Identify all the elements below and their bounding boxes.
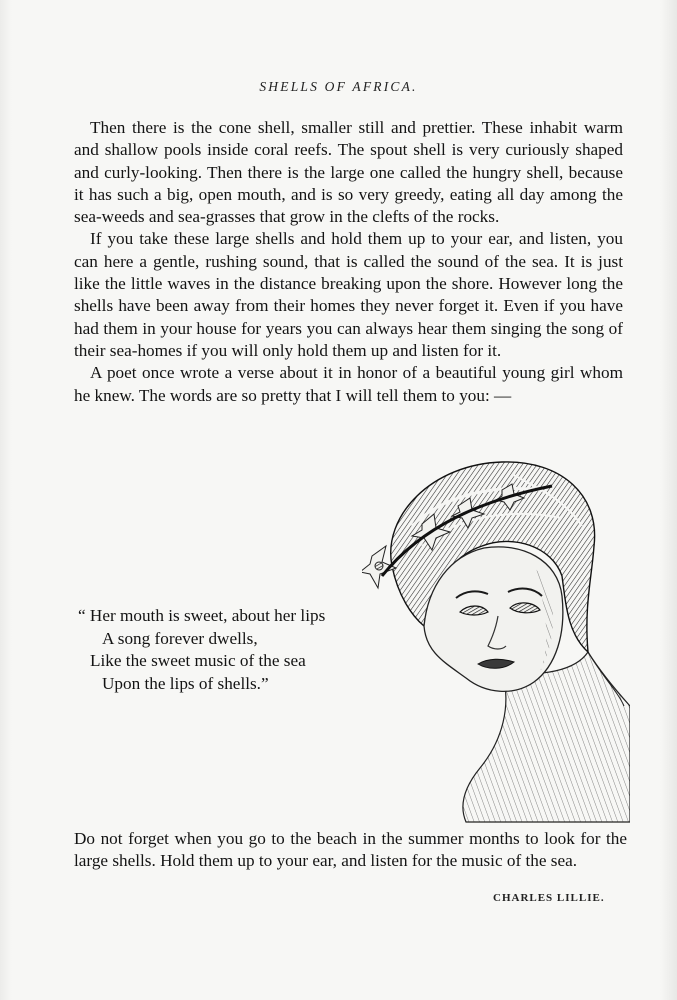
poem-line: Upon the lips of shells.” bbox=[102, 673, 269, 693]
portrait-illustration bbox=[362, 456, 630, 824]
poem-verse bbox=[78, 605, 378, 695]
poem-line: A song forever dwells, bbox=[102, 628, 258, 648]
author-signature: CHARLES LILLIE. bbox=[493, 892, 605, 904]
paragraph-cone-shell: Then there is the cone shell, smaller still and prettier. These inhabit warm and shallow pools inside coral reefs. The spout shell is very curiously shaped and curly-looking. Then there is the large one called the hungry shell, because it has such a big, open mouth, and is so very greedy, eating all day among the sea-weeds and sea-grasses that grow in the clefts of the rocks. bbox=[74, 118, 623, 227]
paragraph-poet-intro: A poet once wrote a verse about it in honor of a beautiful young girl whom he knew. The words are so pretty that I will tell them to you: — bbox=[74, 363, 623, 405]
poem-line: “ Her mouth is sweet, about her lips bbox=[78, 606, 326, 625]
paragraph-sound-of-sea: If you take these large shells and hold them up to your ear, and listen, you can here a gentle, rushing sound, that is called the sound of the sea. It is just like the little waves in the distance breaking upon the shore. However long the shells have been away from their homes they never forget it. Even if you have had them in your house for years you can always hear them singing the song of their sea-homes if you will only hold them up and listen for it. bbox=[74, 229, 623, 360]
body-text bbox=[74, 117, 623, 407]
poem-line: Like the sweet music of the sea bbox=[90, 651, 306, 671]
closing-paragraph bbox=[74, 828, 627, 873]
closing-text: Do not forget when you go to the beach in the summer months to look for the large shells. Hold them up to your ear, and listen for the music of the sea. bbox=[74, 829, 627, 871]
running-title: SHELLS OF AFRICA. bbox=[259, 79, 418, 94]
